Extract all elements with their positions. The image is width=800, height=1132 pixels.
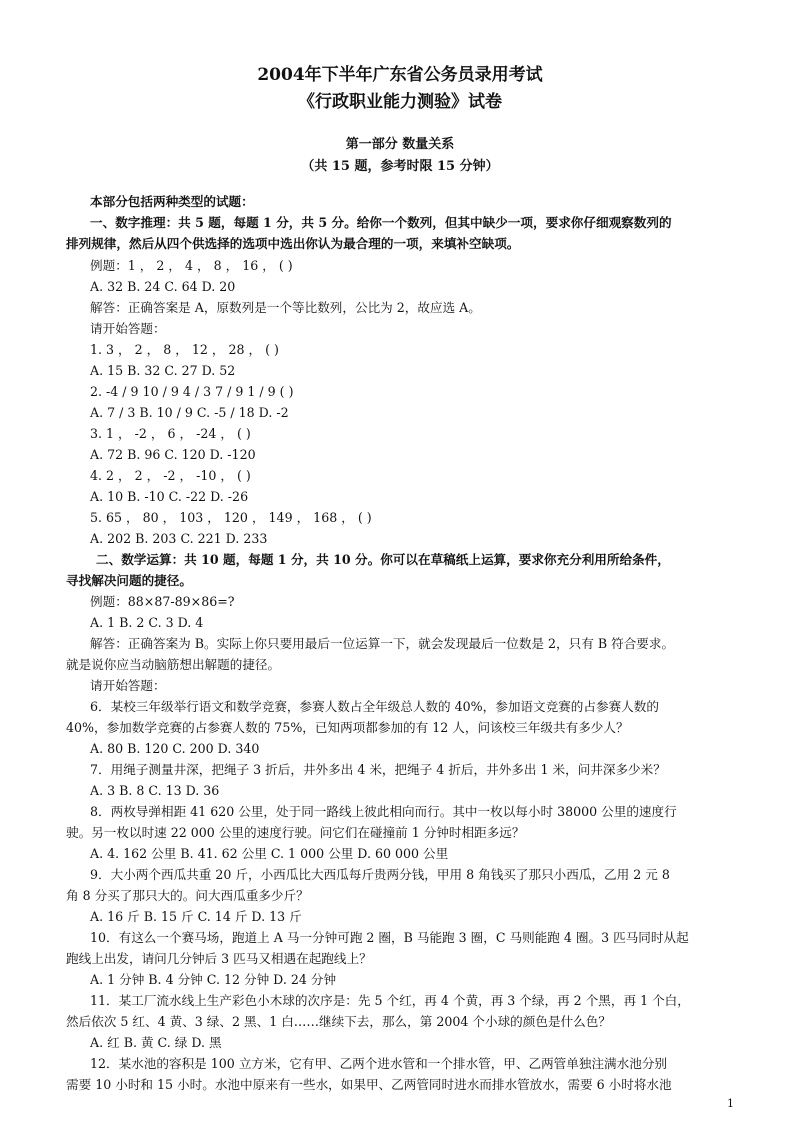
- question-3: 3. 1 ， -2 ， 6 ， -24 ， ( ): [90, 426, 251, 441]
- question-2: 2. -4 / 9 10 / 9 4 / 3 7 / 9 1 / 9 ( ): [90, 384, 294, 399]
- question-6-line1: 6．某校三年级举行语文和数学竞赛，参赛人数占全年级总人数的 40%，参加语文竞赛的占参赛人数的: [90, 699, 659, 714]
- question-6-line2: 40%，参加数学竞赛的占参赛人数的 75%，已知两项都参加的有 12 人，问该校三年级共有多少人？: [66, 720, 629, 735]
- intro-text: 本部分包括两种类型的试题：: [90, 194, 254, 209]
- question-4: 4. 2 ， 2 ， -2 ， -10 ， ( ): [90, 468, 251, 483]
- question-11-line1: 11．某工厂流水线上生产彩色小木球的次序是：先 5 个红，再 4 个黄，再 3 个绿，再 2 个黑，再 1 个白，: [90, 993, 690, 1008]
- question-7: 7．用绳子测量井深，把绳子 3 折后，井外多出 4 米，把绳子 4 折后，井外多出 1 米，问井深多少米？: [90, 762, 666, 777]
- part1-heading-line1: 一、数字推理：共 5 题，每题 1 分，共 5 分。给你一个数列，但其中缺少一项，要求你仔细观察数列的: [90, 215, 672, 230]
- part2-start-prompt: 请开始答题：: [90, 678, 166, 693]
- question-8-line2: 驶。另一枚以时速 22 000 公里的速度行驶。问它们在碰撞前 1 分钟时相距多远？: [66, 825, 525, 840]
- question-8-line1: 8．两枚导弹相距 41 620 公里，处于同一路线上彼此相向而行。其中一枚以每小时 38000 公里的速度行: [90, 804, 677, 819]
- part1-example-options: A. 32 B. 24 C. 64 D. 20: [90, 279, 236, 294]
- question-11-options: A. 红 B. 黄 C. 绿 D. 黑: [90, 1035, 222, 1050]
- section-note: （共 15 题，参考时限 15 分钟）: [301, 159, 499, 174]
- page-number: 1: [727, 1097, 734, 1110]
- question-1: 1. 3 ， 2 ， 8 ， 12 ， 28 ， ( ): [90, 342, 279, 357]
- part2-heading-line2: 寻找解决问题的捷径。: [66, 573, 192, 588]
- part1-example-question: 例题：1 ， 2 ， 4 ， 8 ， 16 ， ( ): [90, 258, 293, 273]
- exam-title-line1: 2004年下半年广东省公务员录用考试: [257, 65, 543, 85]
- question-1-options: A. 15 B. 32 C. 27 D. 52: [90, 363, 236, 378]
- question-5: 5. 65 ， 80 ， 103 ， 120 ， 149 ， 168 ， ( ): [90, 510, 372, 525]
- question-7-options: A. 3 B. 8 C. 13 D. 36: [90, 783, 220, 798]
- question-10-options: A. 1 分钟 B. 4 分钟 C. 12 分钟 D. 24 分钟: [90, 972, 337, 987]
- question-10-line2: 跑线上出发，请问几分钟后 3 匹马又相遇在起跑线上？: [66, 951, 372, 966]
- question-11-line2: 然后依次 5 红、4 黄、3 绿、2 黑、1 白……继续下去，那么，第 2004 个小球的颜色是什么色？: [66, 1014, 611, 1029]
- question-4-options: A. 10 B. -10 C. -22 D. -26: [90, 489, 249, 504]
- question-9-options: A. 16 斤 B. 15 斤 C. 14 斤 D. 13 斤: [90, 909, 302, 924]
- part2-heading-line1: 二、数学运算：共 10 题，每题 1 分，共 10 分。你可以在草稿纸上运算，要求你充分利用所给条件，: [96, 552, 670, 567]
- part1-example-answer: 解答：正确答案是 A，原数列是一个等比数列，公比为 2，故应选 A。: [90, 300, 481, 315]
- question-5-options: A. 202 B. 203 C. 221 D. 233: [90, 531, 268, 546]
- question-10-line1: 10．有这么一个赛马场，跑道上 A 马一分钟可跑 2 圈，B 马能跑 3 圈，C 马则能跑 4 圈。3 匹马同时从起: [90, 930, 689, 945]
- question-3-options: A. 72 B. 96 C. 120 D. -120: [90, 447, 256, 462]
- part1-heading-line2: 排列规律，然后从四个供选择的选项中选出你认为最合理的一项，来填补空缺项。: [66, 236, 520, 251]
- question-12-line1: 12．某水池的容积是 100 立方米，它有甲、乙两个进水管和一个排水管，甲、乙两管单独注满水池分别: [90, 1056, 668, 1071]
- part1-start-prompt: 请开始答题：: [90, 321, 166, 336]
- part2-example-answer-line2: 就是说你应当动脑筋想出解题的捷径。: [66, 657, 281, 672]
- question-6-options: A. 80 B. 120 C. 200 D. 340: [90, 741, 260, 756]
- question-8-options: A. 4. 162 公里 B. 41. 62 公里 C. 1 000 公里 D. 60 000 公里: [90, 846, 449, 861]
- question-12-line2: 需要 10 小时和 15 小时。水池中原来有一些水，如果甲、乙两管同时进水而排水管放水，需要 6 小时将水池: [66, 1077, 672, 1092]
- exam-title-line2: 《行政职业能力测验》试卷: [298, 92, 502, 112]
- section-title: 第一部分 数量关系: [345, 137, 455, 152]
- question-9-line2: 角 8 分买了那只大的。问大西瓜重多少斤？: [66, 888, 309, 903]
- part2-example-question: 例题：88×87-89×86=?: [90, 594, 235, 609]
- question-9-line1: 9．大小两个西瓜共重 20 斤，小西瓜比大西瓜每斤贵两分钱，甲用 8 角钱买了那只小西瓜，乙用 2 元 8: [90, 867, 670, 882]
- part2-example-options: A. 1 B. 2 C. 3 D. 4: [90, 615, 204, 630]
- question-2-options: A. 7 / 3 B. 10 / 9 C. -5 / 18 D. -2: [90, 405, 289, 420]
- part2-example-answer-line1: 解答：正确答案为 B。实际上你只要用最后一位运算一下，就会发现最后一位数是 2，只有 B 符合要求。: [90, 636, 675, 651]
